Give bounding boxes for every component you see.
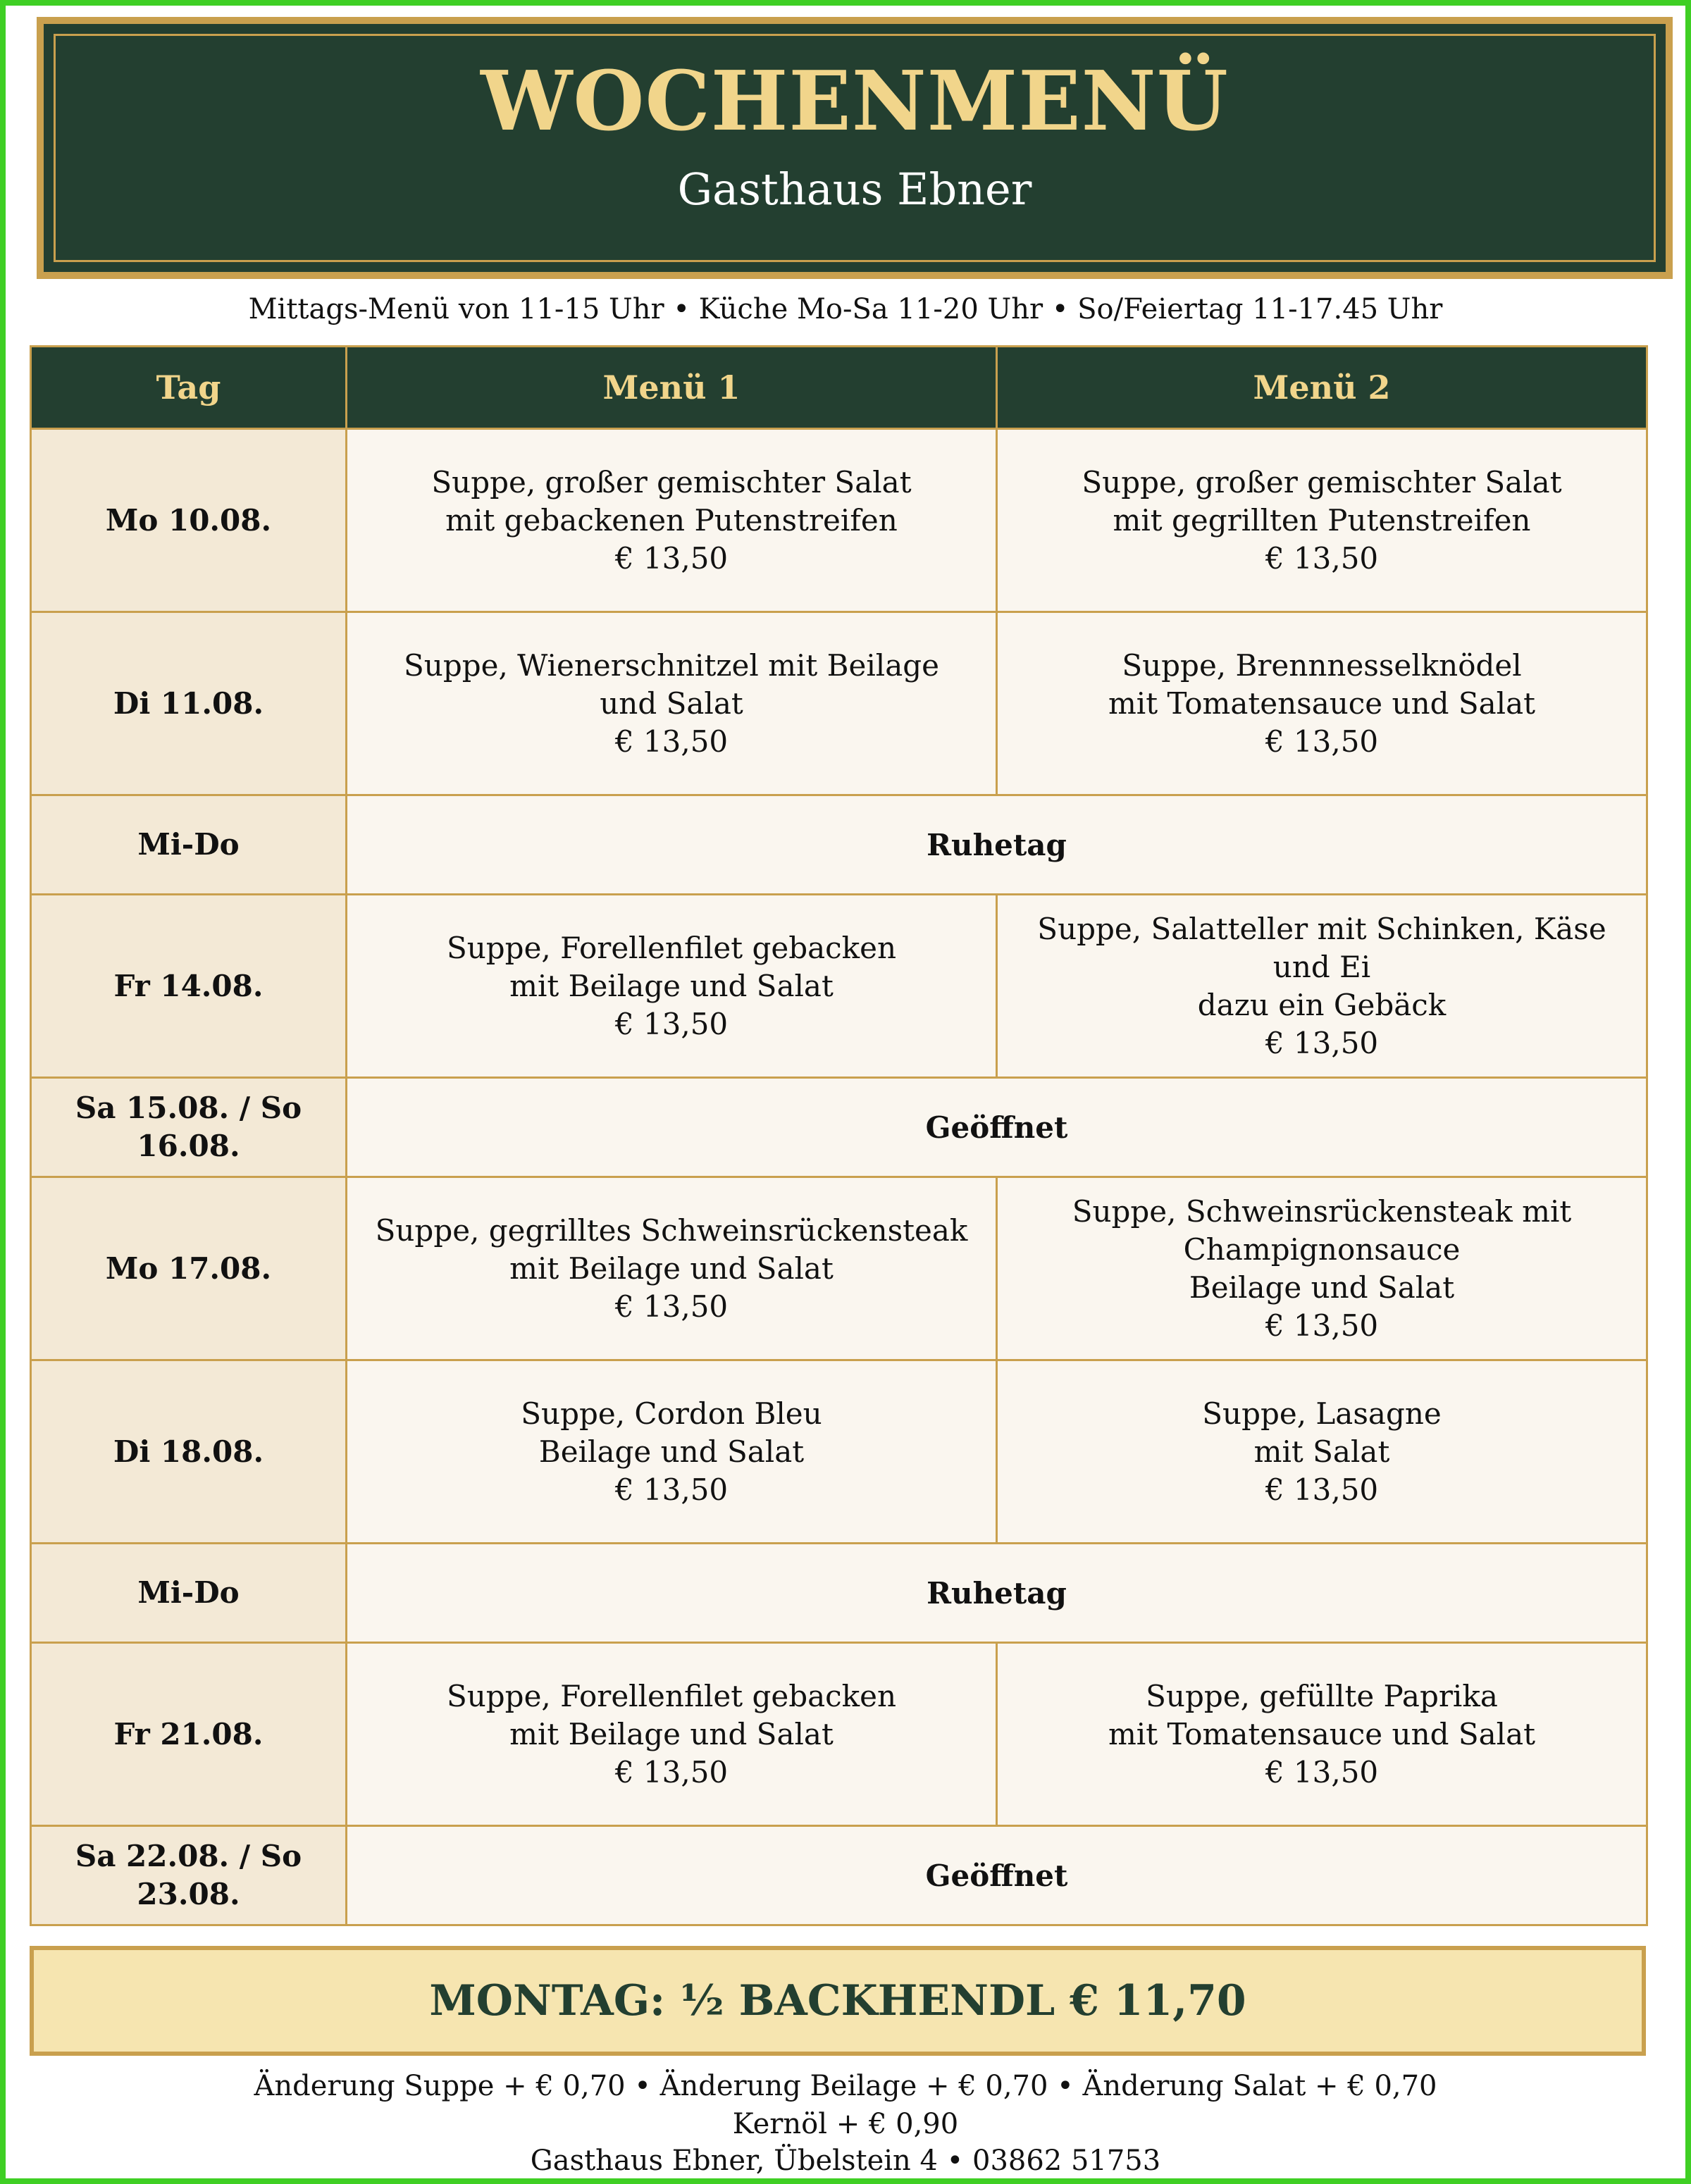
dish-line: mit Salat xyxy=(1253,1434,1390,1469)
dish-line: € 13,50 xyxy=(614,1006,729,1041)
menu2-cell xyxy=(997,895,1647,1078)
restaurant-name: Gasthaus Ebner xyxy=(677,163,1032,215)
dish-line: und Salat xyxy=(600,685,743,721)
table-row xyxy=(31,895,1647,1078)
dish-line: € 13,50 xyxy=(1265,1025,1379,1060)
dish-line: mit Tomatensauce und Salat xyxy=(1108,685,1536,721)
dish-line: Beilage und Salat xyxy=(538,1434,805,1469)
page-title: WOCHENMENÜ xyxy=(481,54,1229,149)
address-footer: Gasthaus Ebner, Übelstein 4 • 03862 51753 xyxy=(530,2145,1161,2177)
table-row xyxy=(31,1643,1647,1826)
dish-line: dazu ein Gebäck xyxy=(1197,987,1447,1022)
dish-line: € 13,50 xyxy=(614,1289,729,1324)
dish-line: € 13,50 xyxy=(614,724,729,759)
dish-line: Suppe, großer gemischter Salat xyxy=(1082,464,1562,500)
menu1-cell xyxy=(347,429,997,612)
table-row xyxy=(31,1177,1647,1360)
dish-line: € 13,50 xyxy=(614,540,729,576)
dish-line: € 13,50 xyxy=(1265,540,1379,576)
dish-line: mit Beilage und Salat xyxy=(509,1251,834,1286)
day-status-cell: Geöffnet xyxy=(347,1826,1647,1925)
day-cell: Mi-Do xyxy=(31,1544,347,1643)
extras-info xyxy=(6,2067,1685,2143)
dish-line: mit Beilage und Salat xyxy=(509,1716,834,1751)
day-cell: Di 18.08. xyxy=(31,1360,347,1544)
extras-line-1: Änderung Suppe + € 0,70 • Änderung Beilage + € 0,70 • Änderung Salat + € 0,70 xyxy=(254,2070,1437,2102)
menu1-cell xyxy=(347,612,997,795)
dish-line: Suppe, Forellenfilet gebacken xyxy=(446,930,897,965)
dish-line: Beilage und Salat xyxy=(1189,1270,1455,1305)
dish-line: € 13,50 xyxy=(614,1472,729,1507)
table-row xyxy=(31,612,1647,795)
dish-line: mit Beilage und Salat xyxy=(509,968,834,1003)
column-header-menu1: Menü 1 xyxy=(347,347,997,429)
dish-line: Suppe, großer gemischter Salat xyxy=(431,464,912,500)
day-cell: Sa 22.08. / So 23.08. xyxy=(31,1826,347,1925)
table-row xyxy=(31,1826,1647,1925)
day-status-cell: Geöffnet xyxy=(347,1078,1647,1177)
menu2-cell xyxy=(997,1177,1647,1360)
day-status-cell: Ruhetag xyxy=(347,795,1647,895)
dish-line: Suppe, Salatteller mit Schinken, Käse xyxy=(1037,911,1606,946)
day-cell: Di 11.08. xyxy=(31,612,347,795)
day-cell: Fr 14.08. xyxy=(31,895,347,1078)
day-status-cell: Ruhetag xyxy=(347,1544,1647,1643)
dish-line: € 13,50 xyxy=(614,1754,729,1789)
dish-line: € 13,50 xyxy=(1265,724,1379,759)
column-header-menu2: Menü 2 xyxy=(997,347,1647,429)
dish-line: Suppe, Lasagne xyxy=(1202,1396,1442,1431)
table-row xyxy=(31,1544,1647,1643)
weekly-menu-table xyxy=(30,345,1648,1926)
table-body xyxy=(31,429,1647,1925)
dish-line: Suppe, Cordon Bleu xyxy=(521,1396,822,1431)
special-offer-banner: MONTAG: ½ BACKHENDL € 11,70 xyxy=(30,1946,1646,2056)
dish-line: Suppe, Schweinsrückensteak mit xyxy=(1072,1193,1572,1229)
dish-line: und Ei xyxy=(1272,949,1371,984)
menu1-cell xyxy=(347,895,997,1078)
dish-line: Suppe, Brennnesselknödel xyxy=(1122,647,1522,683)
dish-line: mit gegrillten Putenstreifen xyxy=(1113,502,1531,538)
table-row xyxy=(31,795,1647,895)
day-cell: Fr 21.08. xyxy=(31,1643,347,1826)
table-row xyxy=(31,1360,1647,1544)
dish-line: Suppe, Wienerschnitzel mit Beilage xyxy=(404,647,939,683)
menu1-cell xyxy=(347,1360,997,1544)
day-cell: Sa 15.08. / So 16.08. xyxy=(31,1078,347,1177)
menu1-cell xyxy=(347,1177,997,1360)
dish-line: Suppe, gefüllte Paprika xyxy=(1146,1678,1498,1713)
dish-line: Suppe, Forellenfilet gebacken xyxy=(446,1678,897,1713)
dish-line: mit gebackenen Putenstreifen xyxy=(445,502,898,538)
menu1-cell xyxy=(347,1643,997,1826)
menu2-cell xyxy=(997,1643,1647,1826)
day-cell: Mi-Do xyxy=(31,795,347,895)
table-row xyxy=(31,1078,1647,1177)
day-cell: Mo 17.08. xyxy=(31,1177,347,1360)
column-header-day: Tag xyxy=(31,347,347,429)
opening-hours: Mittags-Menü von 11-15 Uhr • Küche Mo-Sa 11-20 Uhr • So/Feiertag 11-17.45 Uhr xyxy=(248,293,1443,325)
table-row xyxy=(31,429,1647,612)
table-header-row xyxy=(31,347,1647,429)
header-banner xyxy=(37,17,1673,279)
dish-line: Suppe, gegrilltes Schweinsrückensteak xyxy=(375,1212,968,1248)
extras-line-2: Kernöl + € 0,90 xyxy=(732,2108,959,2140)
dish-line: € 13,50 xyxy=(1265,1308,1379,1343)
dish-line: mit Tomatensauce und Salat xyxy=(1108,1716,1536,1751)
dish-line: € 13,50 xyxy=(1265,1472,1379,1507)
dish-line: Champignonsauce xyxy=(1183,1231,1461,1267)
day-cell: Mo 10.08. xyxy=(31,429,347,612)
menu2-cell xyxy=(997,612,1647,795)
menu2-cell xyxy=(997,429,1647,612)
dish-line: € 13,50 xyxy=(1265,1754,1379,1789)
menu2-cell xyxy=(997,1360,1647,1544)
